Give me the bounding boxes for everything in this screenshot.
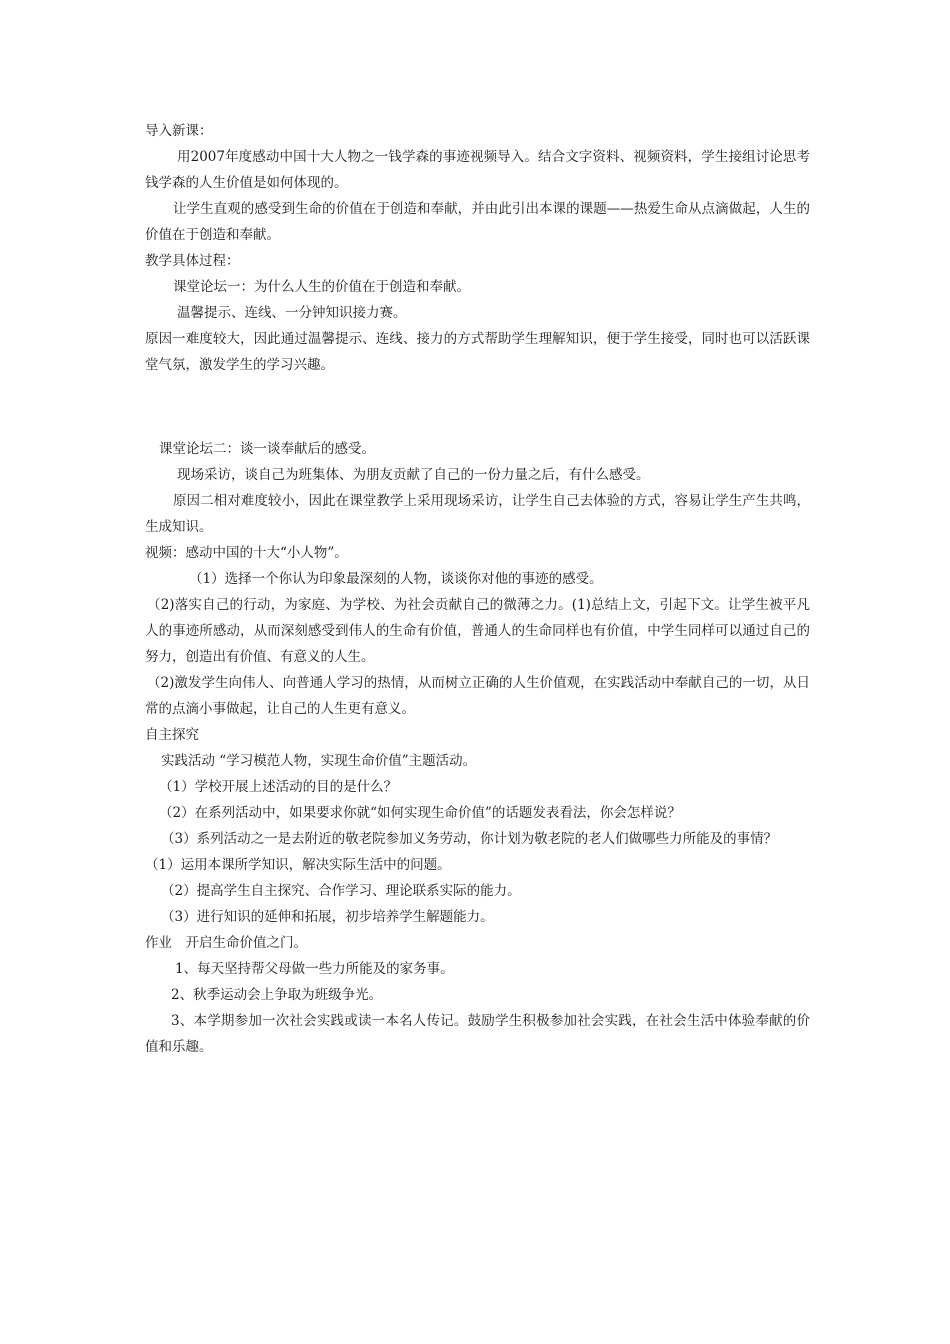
paragraph-line: （1）运用本课所学知识，解决实际生活中的问题。 bbox=[145, 857, 451, 873]
paragraph-line: 课堂论坛二：谈一谈奉献后的感受。 bbox=[159, 441, 375, 457]
paragraph-line: 原因一难度较大，因此通过温馨提示、连线、接力的方式帮助学生理解知识，便于学生接受，同时也可以活跃课堂气氛，激发学生的学习兴趣。 bbox=[145, 331, 810, 373]
paragraph-line: 温馨提示、连线、一分钟知识接力赛。 bbox=[177, 305, 407, 321]
paragraph-line: （3）进行知识的延伸和拓展，初步培养学生解题能力。 bbox=[161, 909, 494, 925]
paragraph-line: 3、本学期参加一次社会实践或读一本名人传记。鼓励学生积极参加社会实践，在社会生活中体验奉献的价值和乐趣。 bbox=[145, 1013, 810, 1055]
paragraph-line: 用2007年度感动中国十大人物之一钱学森的事迹视频导入。结合文字资料、视频资料，学生接组讨论思考钱学森的人生价值是如何体现的。 bbox=[145, 149, 810, 191]
paragraph-line: （2)落实自己的行动，为家庭、为学校、为社会贡献自己的微薄之力。(1)总结上文，引起下文。让学生被平凡人的事迹所感动，从而深刻感受到伟人的生命有价值，普通人的生命同样也有价值，中学生同样可以通过自己的努力，创造出有价值、有意义的人生。 bbox=[145, 597, 810, 665]
paragraph-line: 导入新课： bbox=[145, 123, 213, 139]
paragraph-line: 让学生直观的感受到生命的价值在于创造和奉献，并由此引出本课的课题——热爱生命从点滴做起，人生的价值在于创造和奉献。 bbox=[145, 201, 810, 243]
paragraph-line: 原因二相对难度较小，因此在课堂教学上采用现场采访，让学生自己去体验的方式，容易让学生产生共鸣，生成知识。 bbox=[145, 493, 810, 535]
paragraph-line: （2）在系列活动中，如果要求你就“如何实现生命价值”的话题发表看法，你会怎样说？ bbox=[159, 805, 681, 821]
paragraph-line: 作业 开启生命价值之门。 bbox=[145, 935, 307, 951]
paragraph-line: 教学具体过程： bbox=[145, 253, 240, 269]
paragraph-line: （2）提高学生自主探究、合作学习、理论联系实际的能力。 bbox=[161, 883, 521, 899]
paragraph-line: 自主探究 bbox=[145, 727, 199, 743]
document-body bbox=[145, 118, 810, 1060]
paragraph-line: 视频：感动中国的十大“小人物”。 bbox=[145, 545, 348, 561]
paragraph-line: （1）选择一个你认为印象最深刻的人物，谈谈你对他的事迹的感受。 bbox=[189, 571, 603, 587]
blank-line bbox=[145, 394, 810, 420]
paragraph-line: 课堂论坛一：为什么人生的价值在于创造和奉献。 bbox=[173, 279, 470, 295]
paragraph-line: （3）系列活动之一是去附近的敬老院参加义务劳动，你计划为敬老院的老人们做哪些力所能及的事情？ bbox=[161, 831, 778, 847]
paragraph-line: （2)激发学生向伟人、向普通人学习的热情，从而树立正确的人生价值观，在实践活动中奉献自己的一切，从日常的点滴小事做起，让自己的人生更有意义。 bbox=[145, 675, 810, 717]
paragraph-line: 实践活动 “学习模范人物，实现生命价值”主题活动。 bbox=[161, 753, 477, 769]
paragraph-line: （1）学校开展上述活动的目的是什么？ bbox=[159, 779, 398, 795]
paragraph-line: 现场采访，谈自己为班集体、为朋友贡献了自己的一份力量之后，有什么感受。 bbox=[177, 467, 650, 483]
paragraph-line: 1、每天坚持帮父母做一些力所能及的家务事。 bbox=[175, 961, 454, 977]
paragraph-line: 2、秋季运动会上争取为班级争光。 bbox=[171, 987, 383, 1003]
